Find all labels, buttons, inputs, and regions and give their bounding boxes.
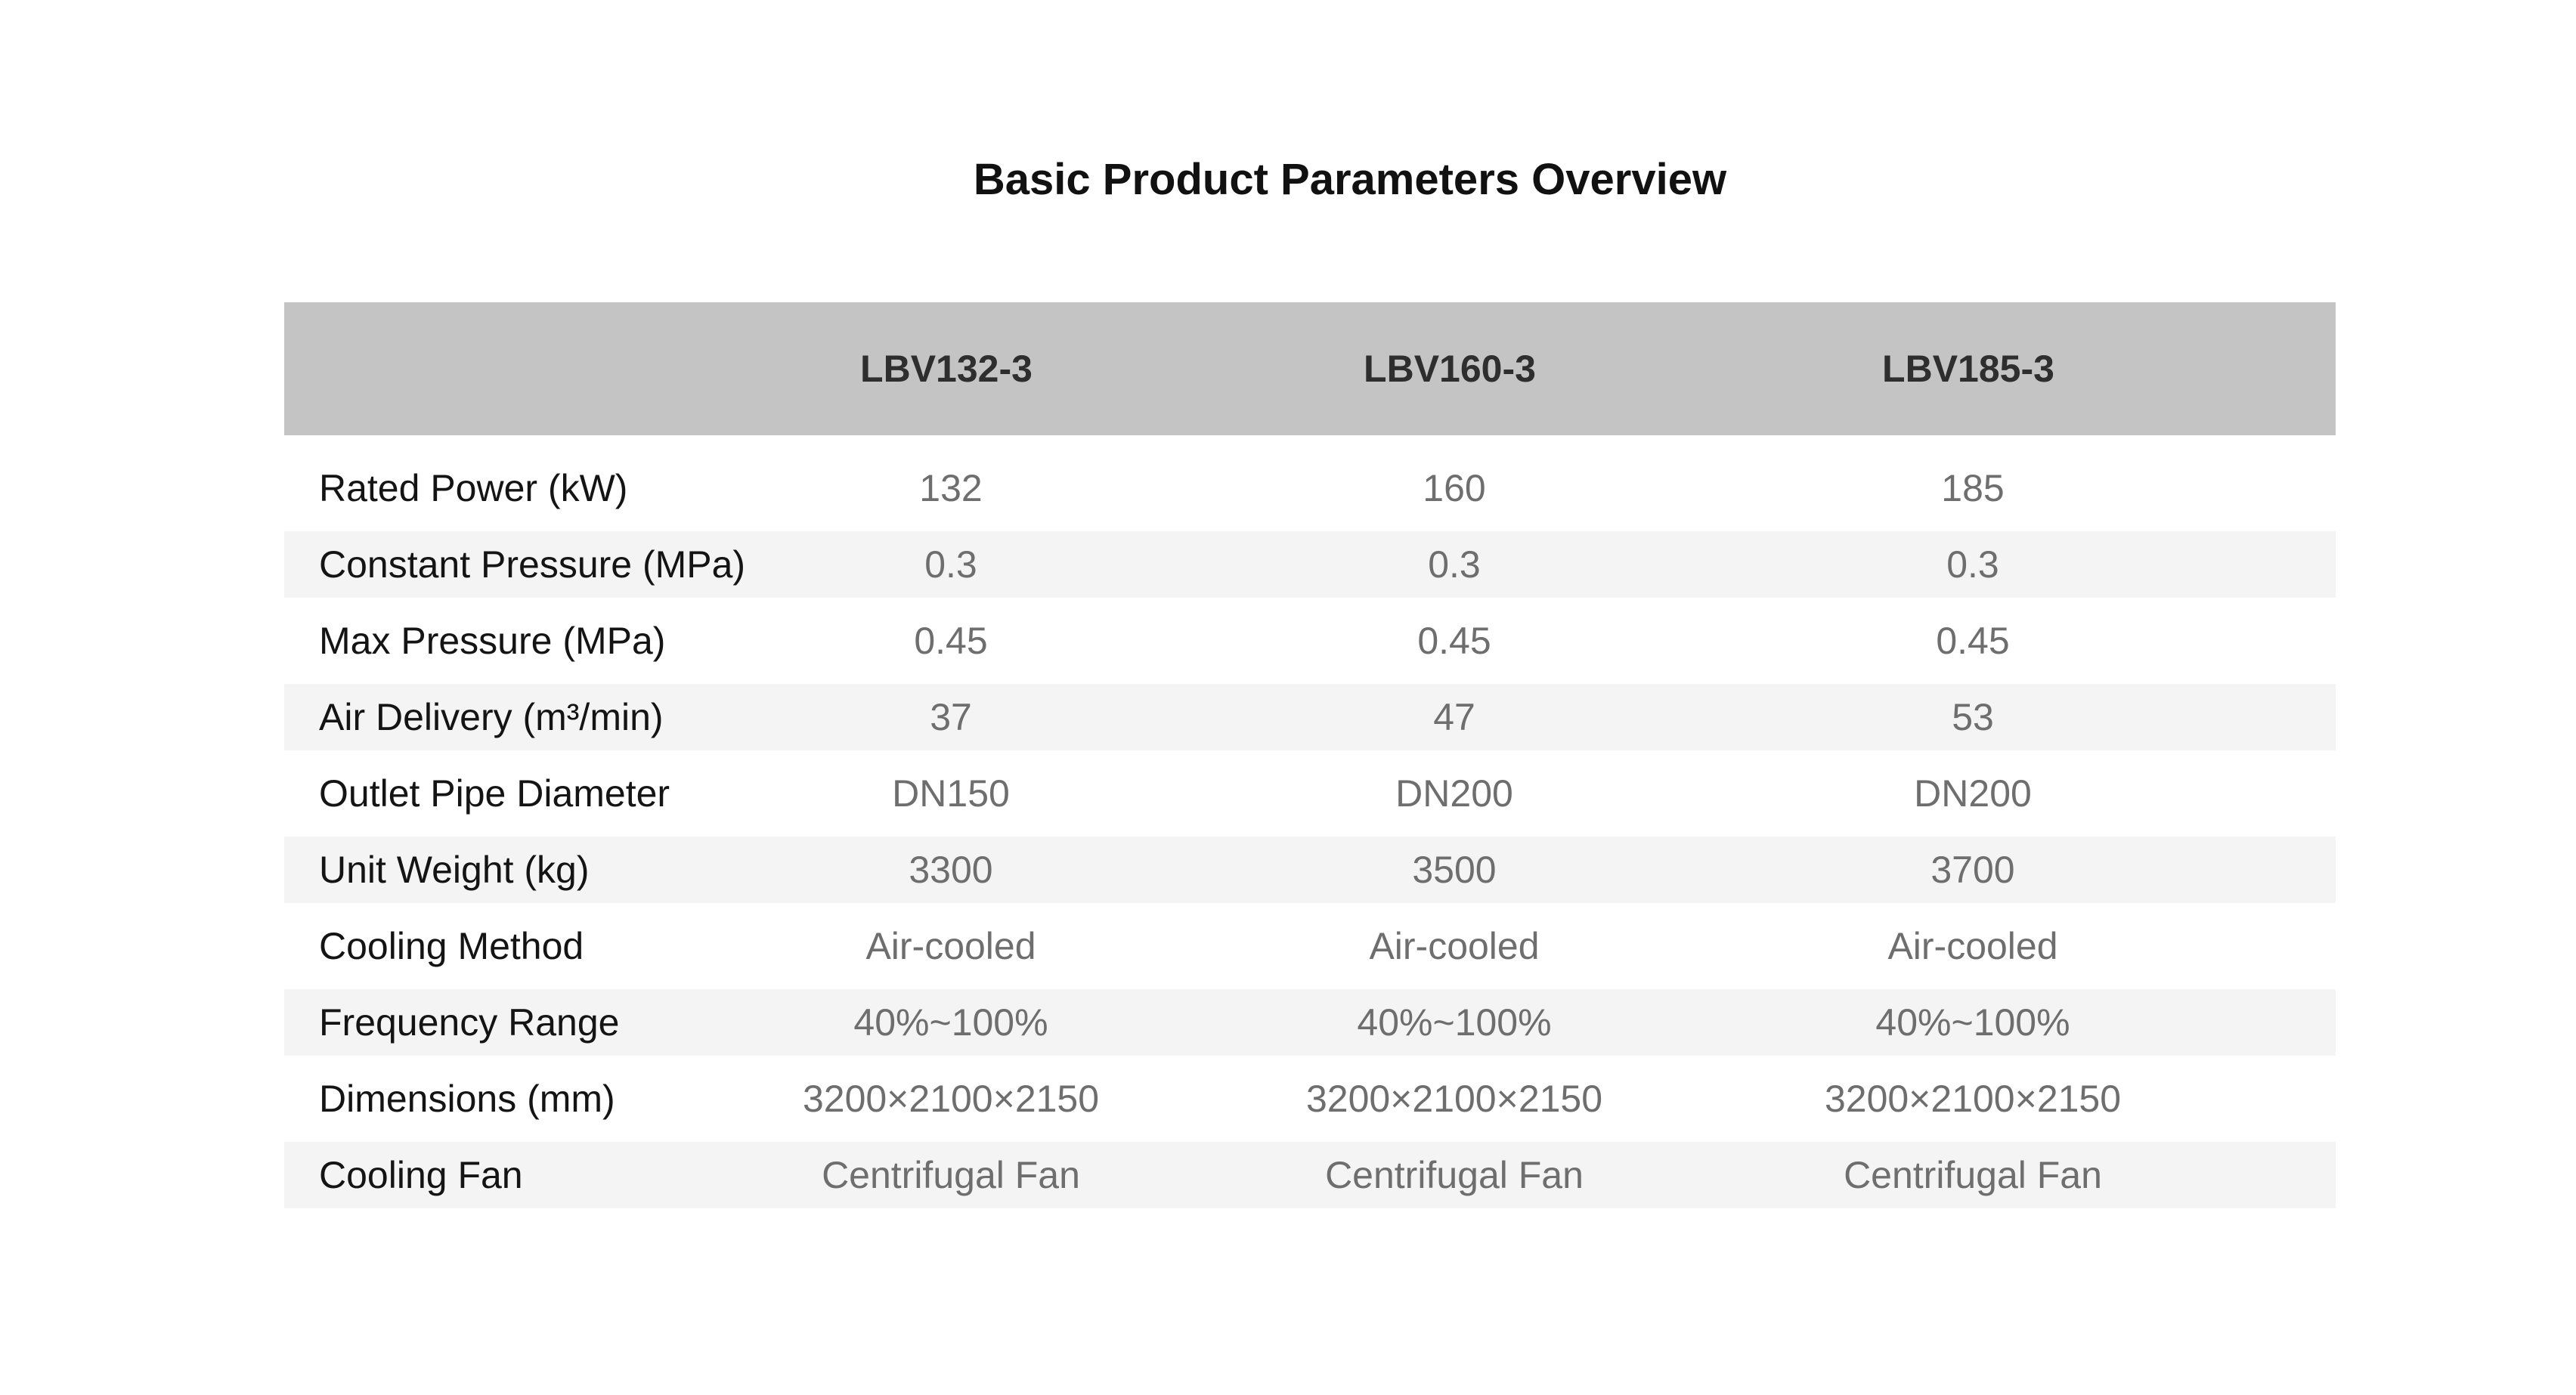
row-label: Frequency Range xyxy=(319,1001,620,1044)
row-label: Unit Weight (kg) xyxy=(319,849,590,891)
table-row xyxy=(284,837,2336,903)
row-label: Cooling Fan xyxy=(319,1154,523,1196)
table-row xyxy=(284,531,2336,598)
row-label: Air Delivery (m³/min) xyxy=(319,696,664,738)
row-label: Constant Pressure (MPa) xyxy=(319,543,746,586)
table-cell: 0.45 xyxy=(914,620,988,662)
table-cell: 132 xyxy=(919,467,983,509)
table-cell: 3200×2100×2150 xyxy=(802,1078,1100,1120)
table-cell: 40%~100% xyxy=(1875,1001,2070,1044)
table-cell: 0.45 xyxy=(1417,620,1491,662)
row-label: Rated Power (kW) xyxy=(319,467,628,509)
table-row xyxy=(284,760,2336,827)
table-cell: 0.3 xyxy=(1946,543,1999,586)
table-cell: 185 xyxy=(1941,467,2005,509)
table-cell: 40%~100% xyxy=(1357,1001,1552,1044)
table-cell: DN150 xyxy=(892,772,1010,815)
table-cell: Air-cooled xyxy=(1369,925,1540,967)
table-row xyxy=(284,1142,2336,1208)
spec-table xyxy=(284,302,2336,1218)
table-cell: 160 xyxy=(1423,467,1486,509)
table-cell: Centrifugal Fan xyxy=(1844,1154,2102,1196)
table-cell: 53 xyxy=(1952,696,1994,738)
table-row xyxy=(284,455,2336,521)
row-label: Outlet Pipe Diameter xyxy=(319,772,670,815)
table-cell: Air-cooled xyxy=(865,925,1036,967)
table-cell: 0.45 xyxy=(1936,620,2010,662)
row-label: Dimensions (mm) xyxy=(319,1078,615,1120)
table-row xyxy=(284,684,2336,750)
table-cell: Centrifugal Fan xyxy=(822,1154,1080,1196)
column-header-lbv132-3: LBV132-3 xyxy=(860,348,1033,390)
table-cell: DN200 xyxy=(1395,772,1513,815)
table-cell: 3300 xyxy=(909,849,993,891)
table-cell: 3200×2100×2150 xyxy=(1824,1078,2122,1120)
table-cell: 40%~100% xyxy=(853,1001,1048,1044)
table-row xyxy=(284,1066,2336,1132)
table-cell: 0.3 xyxy=(1428,543,1481,586)
table-cell: DN200 xyxy=(1914,772,2032,815)
page-title: Basic Product Parameters Overview xyxy=(973,155,1727,204)
table-cell: 37 xyxy=(930,696,972,738)
table-cell: 0.3 xyxy=(924,543,977,586)
table-cell: 3500 xyxy=(1412,849,1497,891)
row-label: Cooling Method xyxy=(319,925,584,967)
table-cell: 47 xyxy=(1433,696,1475,738)
row-label: Max Pressure (MPa) xyxy=(319,620,666,662)
table-cell: 3700 xyxy=(1930,849,2015,891)
table-cell: Air-cooled xyxy=(1887,925,2058,967)
column-header-lbv185-3: LBV185-3 xyxy=(1882,348,2054,390)
table-cell: Centrifugal Fan xyxy=(1325,1154,1584,1196)
table-row xyxy=(284,608,2336,674)
table-cell: 3200×2100×2150 xyxy=(1305,1078,1603,1120)
table-row xyxy=(284,989,2336,1056)
table-row xyxy=(284,913,2336,979)
column-header-lbv160-3: LBV160-3 xyxy=(1364,348,1536,390)
table-header-row xyxy=(284,302,2336,435)
